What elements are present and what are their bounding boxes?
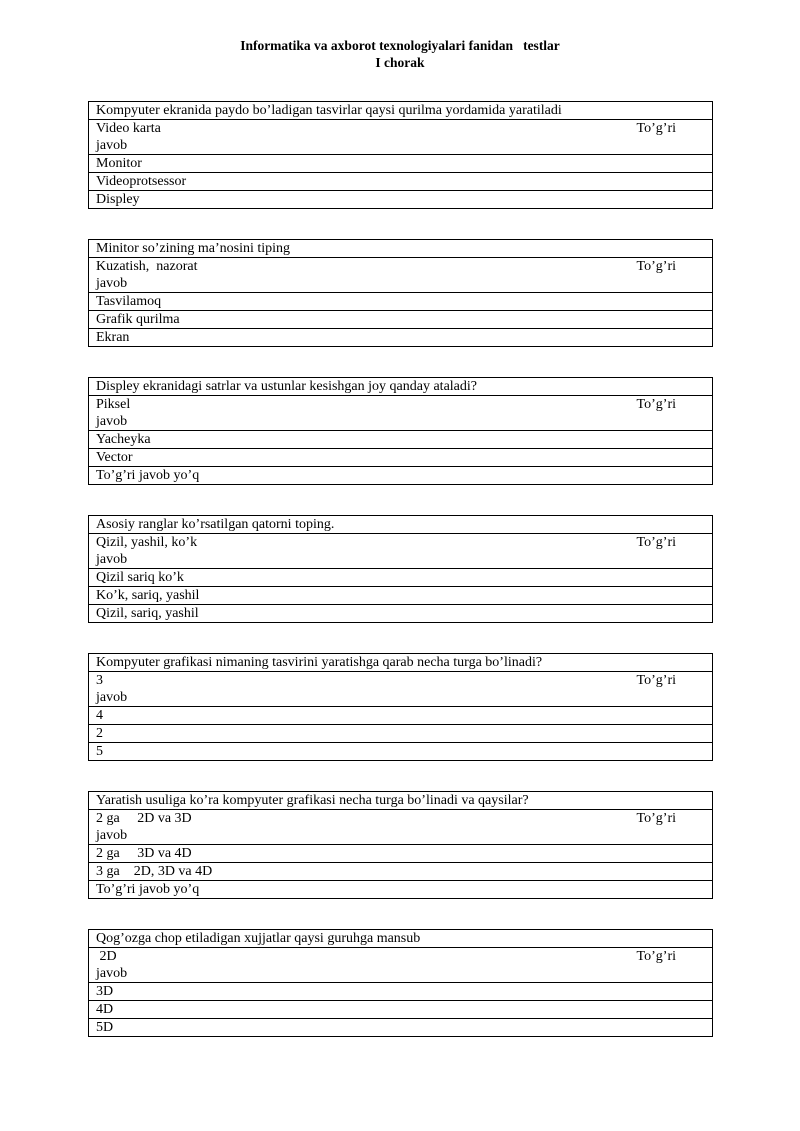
correct-answer-cell bbox=[89, 120, 713, 155]
answer-option: Tasvilamoq bbox=[89, 293, 713, 311]
answer-option: Grafik qurilma bbox=[89, 311, 713, 329]
correct-answer-marker-cont: javob bbox=[96, 276, 128, 291]
correct-answer-marker: To’g’ri bbox=[636, 949, 676, 964]
questions-list bbox=[88, 101, 713, 1067]
question-text: Minitor so’zining ma’nosini tiping bbox=[89, 240, 713, 258]
correct-answer-marker: To’g’ri bbox=[636, 397, 676, 412]
correct-answer: Video karta bbox=[96, 121, 161, 136]
question-text: Qog’ozga chop etiladigan xujjatlar qaysi guruhga mansub bbox=[89, 930, 713, 948]
answer-option: To’g’ri javob yo’q bbox=[89, 881, 713, 899]
correct-answer-cell bbox=[89, 534, 713, 569]
document-subtitle: I chorak bbox=[375, 55, 425, 70]
answer-option: 2 bbox=[89, 725, 713, 743]
answer-option: 4 bbox=[89, 707, 713, 725]
correct-answer-marker: To’g’ri bbox=[636, 673, 676, 688]
correct-answer: 2D bbox=[96, 949, 117, 964]
answer-option: To’g’ri javob yo’q bbox=[89, 467, 713, 485]
question-table bbox=[88, 377, 713, 485]
answer-option: 3 ga 2D, 3D va 4D bbox=[89, 863, 713, 881]
answer-option: Monitor bbox=[89, 155, 713, 173]
answer-option: 3D bbox=[89, 983, 713, 1001]
question-table bbox=[88, 239, 713, 347]
answer-option: 5 bbox=[89, 743, 713, 761]
answer-option: Vector bbox=[89, 449, 713, 467]
question-table bbox=[88, 929, 713, 1037]
answer-option: Qizil sariq ko’k bbox=[89, 569, 713, 587]
correct-answer-marker: To’g’ri bbox=[636, 535, 676, 550]
question-table bbox=[88, 515, 713, 623]
answer-option: Displey bbox=[89, 191, 713, 209]
correct-answer-marker-cont: javob bbox=[96, 414, 128, 429]
question-table bbox=[88, 791, 713, 899]
correct-answer: Piksel bbox=[96, 397, 131, 412]
correct-answer: Kuzatish, nazorat bbox=[96, 259, 198, 274]
answer-option: Qizil, sariq, yashil bbox=[89, 605, 713, 623]
correct-answer-cell bbox=[89, 672, 713, 707]
correct-answer-cell bbox=[89, 948, 713, 983]
correct-answer-marker: To’g’ri bbox=[636, 121, 676, 136]
question-text: Yaratish usuliga ko’ra kompyuter grafikasi necha turga bo’linadi va qaysilar? bbox=[89, 792, 713, 810]
question-text: Kompyuter ekranida paydo bo’ladigan tasvirlar qaysi qurilma yordamida yaratiladi bbox=[89, 102, 713, 120]
correct-answer-cell bbox=[89, 258, 713, 293]
answer-option: 2 ga 3D va 4D bbox=[89, 845, 713, 863]
answer-option: Ekran bbox=[89, 329, 713, 347]
correct-answer-marker: To’g’ri bbox=[636, 811, 676, 826]
question-text: Asosiy ranglar ko’rsatilgan qatorni toping. bbox=[89, 516, 713, 534]
question-text: Kompyuter grafikasi nimaning tasvirini yaratishga qarab necha turga bo’linadi? bbox=[89, 654, 713, 672]
answer-option: Ko’k, sariq, yashil bbox=[89, 587, 713, 605]
question-table bbox=[88, 101, 713, 209]
correct-answer-marker-cont: javob bbox=[96, 552, 128, 567]
answer-option: Yacheyka bbox=[89, 431, 713, 449]
correct-answer-marker-cont: javob bbox=[96, 138, 128, 153]
answer-option: 5D bbox=[89, 1019, 713, 1037]
correct-answer: 3 bbox=[96, 673, 103, 688]
question-table bbox=[88, 653, 713, 761]
correct-answer-marker: To’g’ri bbox=[636, 259, 676, 274]
correct-answer-cell bbox=[89, 810, 713, 845]
question-text: Displey ekranidagi satrlar va ustunlar kesishgan joy qanday ataladi? bbox=[89, 378, 713, 396]
document-header bbox=[0, 37, 800, 71]
answer-option: 4D bbox=[89, 1001, 713, 1019]
correct-answer-cell bbox=[89, 396, 713, 431]
correct-answer-marker-cont: javob bbox=[96, 828, 128, 843]
correct-answer-marker-cont: javob bbox=[96, 690, 128, 705]
document-title: Informatika va axborot texnologiyalari fanidan testlar bbox=[240, 38, 560, 53]
correct-answer: 2 ga 2D va 3D bbox=[96, 811, 192, 826]
correct-answer-marker-cont: javob bbox=[96, 966, 128, 981]
answer-option: Videoprotsessor bbox=[89, 173, 713, 191]
correct-answer: Qizil, yashil, ko’k bbox=[96, 535, 198, 550]
